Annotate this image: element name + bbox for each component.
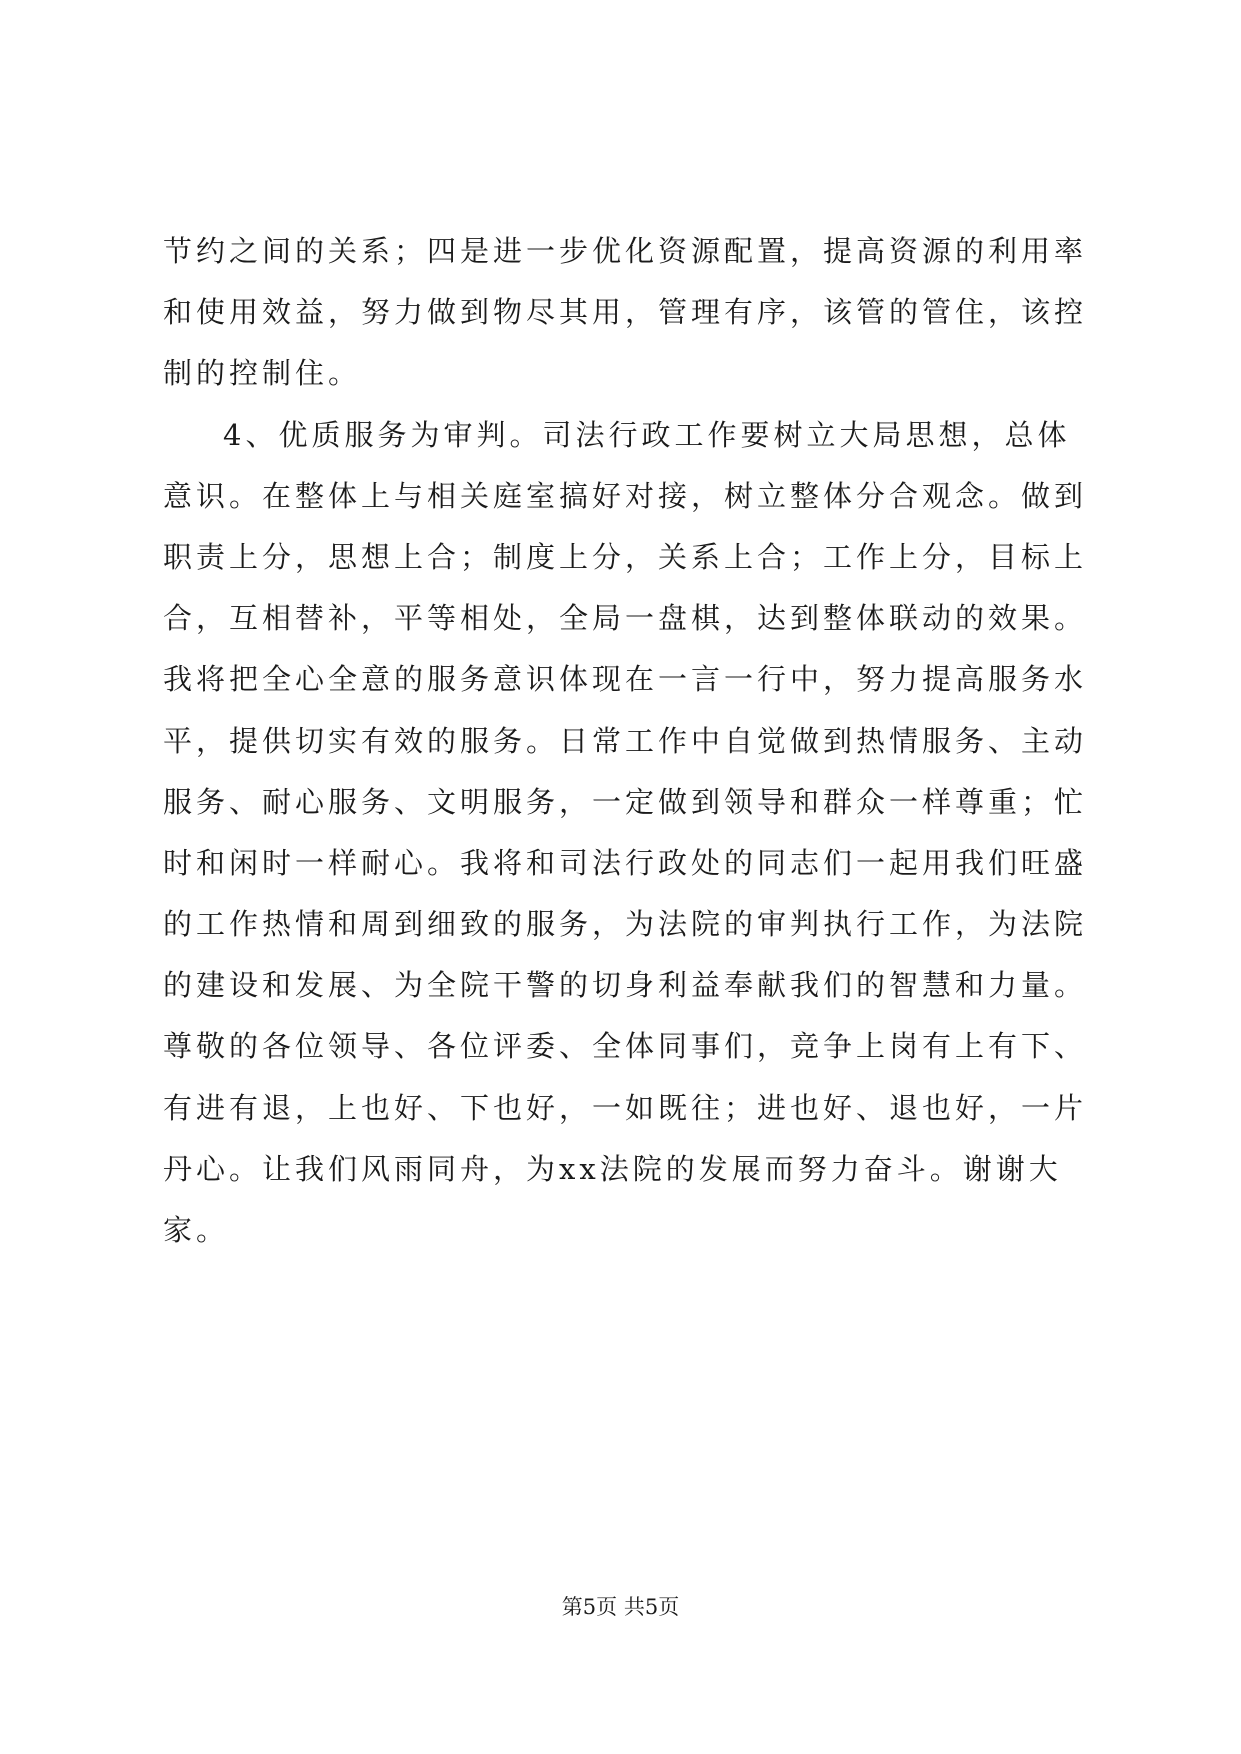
text-line: 职责上分，思想上合；制度上分，关系上合；工作上分，目标上 [163,539,1088,574]
body-text [163,221,1103,1261]
text-line: 意识。在整体上与相关庭室搞好对接，树立整体分合观念。做到 [163,478,1088,513]
text-line: 和使用效益，努力做到物尽其用，管理有序，该管的管住，该控 [163,295,1088,330]
text-line: 尊敬的各位领导、各位评委、全体同事们，竞争上岗有上有下、 [163,1029,1088,1064]
text-line: 制的控制住。 [163,356,362,391]
text-line: 时和闲时一样耐心。我将和司法行政处的同志们一起用我们旺盛 [163,845,1088,880]
text-line: 服务、耐心服务、文明服务，一定做到领导和群众一样尊重；忙 [163,784,1088,819]
text-line: 有进有退，上也好、下也好，一如既往；进也好、退也好，一片 [163,1090,1088,1125]
text-line: 丹心。让我们风雨同舟，为xx法院的发展而努力奋斗。谢谢大 [163,1151,1062,1186]
text-line: 平，提供切实有效的服务。日常工作中自觉做到热情服务、主动 [163,723,1088,758]
text-line: 的工作热情和周到细致的服务，为法院的审判执行工作，为法院 [163,907,1088,942]
text-line: 4、优质服务为审判。司法行政工作要树立大局思想，总体 [223,417,1071,452]
text-line: 我将把全心全意的服务意识体现在一言一行中，努力提高服务水 [163,662,1088,697]
text-line: 合，互相替补，平等相处，全局一盘棋，达到整体联动的效果。 [163,601,1088,636]
text-line: 家。 [163,1213,230,1247]
page-number-footer: 第5页 共5页 [561,1595,680,1619]
text-line: 节约之间的关系；四是进一步优化资源配置，提高资源的利用率 [163,234,1088,268]
text-line: 的建设和发展、为全院干警的切身利益奉献我们的智慧和力量。 [163,968,1088,1003]
